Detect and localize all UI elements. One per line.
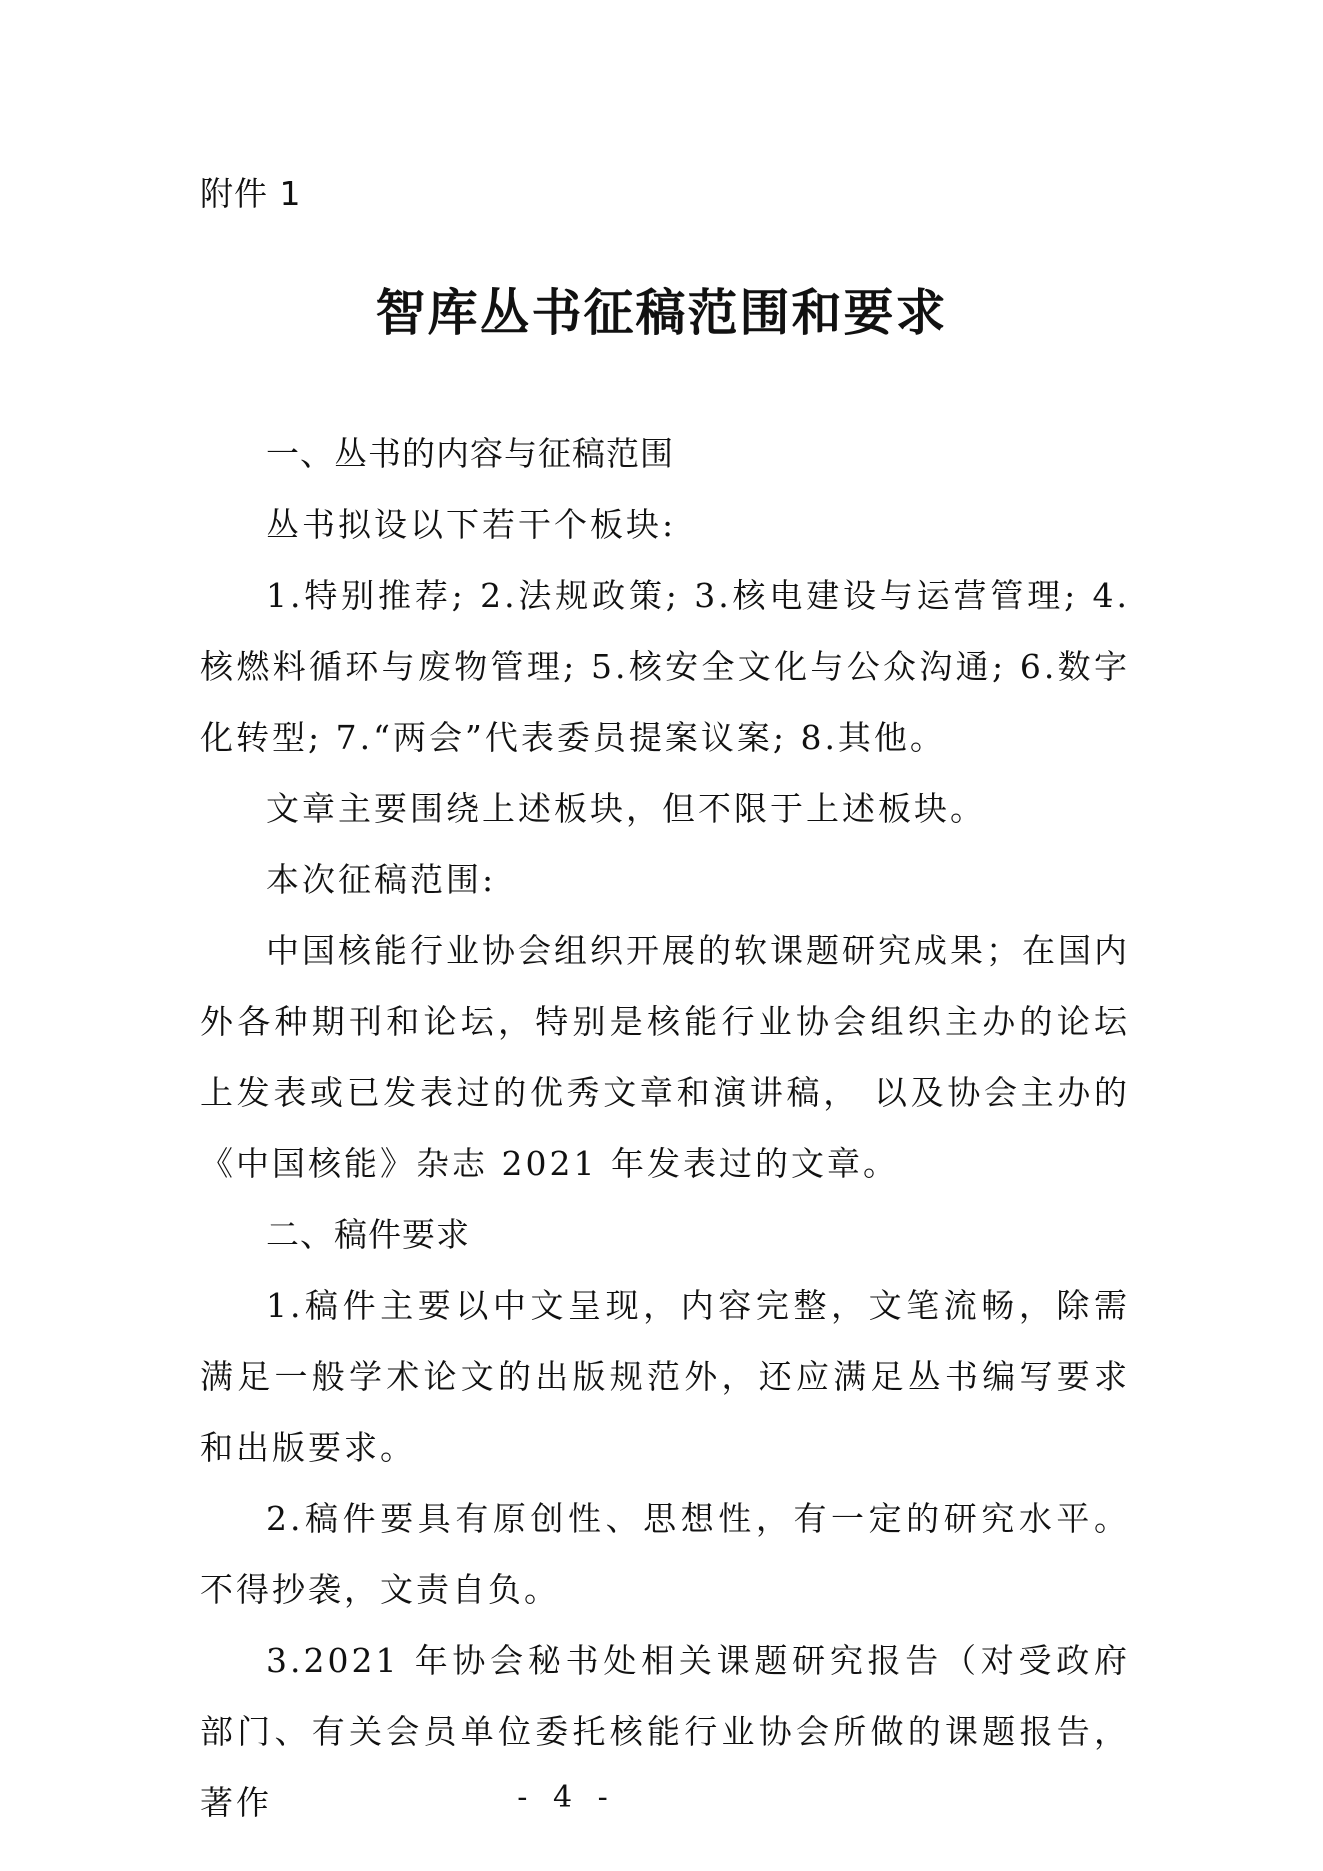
- document-title: 智库丛书征稿范围和要求: [375, 283, 948, 342]
- paragraph: 1.特别推荐; 2.法规政策; 3.核电建设与运营管理; 4.核燃料循环与废物管理; 5.核安全文化与公众沟通; 6.数字化转型; 7.“两会”代表委员提案议案; 8.其他。: [200, 576, 1130, 757]
- page-number: - 4 -: [517, 1780, 616, 1815]
- paragraph: 本次征稿范围:: [266, 860, 497, 899]
- paragraph: 1.稿件主要以中文呈现，内容完整，文笔流畅，除需满足一般学术论文的出版规范外，还应满足丛书编写要求和出版要求。: [200, 1286, 1130, 1467]
- section-heading: 一、丛书的内容与征稿范围: [266, 434, 674, 473]
- paragraph: 2.稿件要具有原创性、思想性，有一定的研究水平。不得抄袭，文责自负。: [200, 1499, 1130, 1609]
- paragraph: 文章主要围绕上述板块，但不限于上述板块。: [266, 789, 986, 828]
- paragraph: 丛书拟设以下若干个板块:: [266, 505, 677, 544]
- paragraph: 中国核能行业协会组织开展的软课题研究成果；在国内外各种期刊和论坛，特别是核能行业协会组织主办的论坛上发表或已发表过的优秀文章和演讲稿， 以及协会主办的《中国核能》杂志 2021 年发表过的文章。: [200, 931, 1130, 1183]
- paragraph: 3.2021 年协会秘书处相关课题研究报告（对受政府部门、有关会员单位委托核能行业协会所做的课题报告，著作: [200, 1641, 1130, 1822]
- section-heading: 二、稿件要求: [266, 1215, 470, 1254]
- document-body: [200, 418, 1130, 1838]
- attachment-label: 附件 1: [200, 174, 302, 213]
